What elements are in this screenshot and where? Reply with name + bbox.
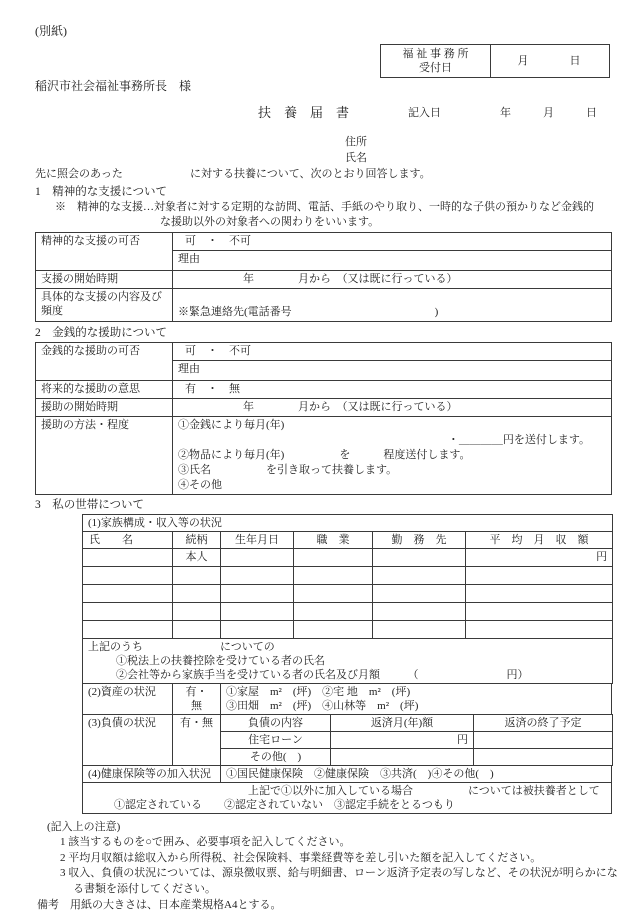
debts-col-end: 返済の終了予定 — [474, 715, 613, 732]
above-note-cell — [83, 639, 613, 684]
emergency-contact: ※緊急連絡先(電話番号 ) — [178, 306, 439, 318]
support-start-value: 年 月から （又は既に行っている） — [173, 271, 612, 289]
footer-notes — [35, 820, 618, 913]
intro-left: 先に照会のあった — [35, 168, 123, 180]
section3-heading: 3 私の世帯について — [35, 499, 145, 511]
debt-amount-cell — [331, 749, 474, 766]
birthdate-cell — [221, 549, 294, 567]
assets-detail-cell — [221, 684, 612, 715]
mental-availability-label: 精神的な支援の可否 — [36, 233, 173, 271]
col-header-workplace: 勤 務 先 — [373, 532, 466, 549]
section1-heading: 1 精神的な支援について — [35, 186, 168, 198]
family-row — [83, 567, 613, 585]
support-detail-cell — [173, 289, 612, 322]
col-header-birthdate: 生年月日 — [221, 532, 294, 549]
debts-label: (3)負債の状況 — [83, 715, 173, 766]
insurance-note-cell — [83, 783, 612, 814]
financial-reason-cell: 理由 — [173, 361, 612, 381]
debt-end-cell — [474, 732, 613, 749]
assets-toggle-line1: 有・ — [185, 686, 208, 698]
support-start-label: 支援の開始時期 — [36, 271, 173, 289]
assets-table — [82, 683, 612, 715]
assets-toggle-line2: 無 — [191, 700, 202, 712]
address-label: 住所 — [345, 136, 367, 148]
assets-line2: ③田畑 m² (坪) ④山林等 m² (坪) — [226, 700, 419, 712]
family-table-title: (1)家族構成・収入等の状況 — [83, 515, 613, 532]
debts-table — [82, 714, 613, 766]
col-header-name: 氏 名 — [83, 532, 173, 549]
reception-label — [381, 45, 491, 77]
form-title: 扶 養 届 書 — [258, 105, 350, 120]
financial-availability-choice: 可 ・ 不可 — [173, 343, 612, 361]
mental-reason-cell: 理由 — [173, 251, 612, 271]
financial-aid-table — [35, 342, 612, 495]
family-row — [83, 585, 613, 603]
insurance-label: (4)健康保険等の加入状況 — [83, 766, 221, 783]
support-detail-label: 具体的な支援の内容及び頻度 — [36, 289, 173, 322]
reception-label-line2: 受付日 — [419, 62, 452, 74]
remark: 備考 用紙の大きさは、日本産業規格A4とする。 — [37, 899, 282, 911]
aid-method-line4: ③氏名 を引き取って扶養します。 — [178, 464, 398, 476]
mental-availability-choice: 可 ・ 不可 — [173, 233, 612, 251]
debt-name-cell: 住宅ローン — [221, 732, 331, 749]
name-cell — [83, 549, 173, 567]
family-table — [82, 514, 613, 684]
section1-note-line2: な援助以外の対象者への関わりをいいます。 — [160, 216, 380, 228]
entry-date-label: 記入日 — [408, 107, 441, 119]
income-cell: 円 — [466, 549, 613, 567]
above-note-line2: ①税法上の扶養控除を受けている者の氏名 — [116, 655, 325, 667]
debts-col-repayment: 返済月(年)額 — [331, 715, 474, 732]
above-note-line3: ②会社等から家族手当を受けている者の氏名及び月額 （ 円） — [116, 669, 529, 681]
aid-method-label: 援助の方法・程度 — [36, 417, 173, 495]
occupation-cell — [294, 549, 373, 567]
debts-toggle: 有・無 — [173, 715, 221, 766]
mental-support-table — [35, 232, 612, 322]
attachment-note: (別紙) — [35, 24, 67, 38]
insurance-table — [82, 765, 612, 814]
insurance-options: ①国民健康保険 ②健康保険 ③共済( )④その他( ) — [221, 766, 612, 783]
note-item-1: 1 該当するものを○で囲み、必要事項を記入してください。 — [60, 836, 351, 848]
family-row — [83, 621, 613, 639]
debt-name-cell: その他( ) — [221, 749, 331, 766]
above-note-line1: 上記のうち についての — [88, 641, 275, 653]
debt-end-cell — [474, 749, 613, 766]
reception-box — [380, 44, 610, 78]
reception-label-line1: 福 祉 事 務 所 — [402, 48, 469, 60]
debts-col-content: 負債の内容 — [221, 715, 331, 732]
financial-availability-label: 金銭的な援助の可否 — [36, 343, 173, 381]
col-header-relation: 続柄 — [173, 532, 221, 549]
relation-cell: 本人 — [173, 549, 221, 567]
col-header-monthly-income: 平 均 月 収 額 — [466, 532, 613, 549]
family-row — [83, 603, 613, 621]
aid-start-value: 年 月から （又は既に行っている） — [173, 399, 612, 417]
assets-toggle — [173, 684, 221, 715]
intro-right: に対する扶養について、次のとおり回答します。 — [190, 168, 431, 180]
entry-date-day: 日 — [586, 107, 597, 119]
entry-date-month: 月 — [543, 107, 554, 119]
assets-label: (2)資産の状況 — [83, 684, 173, 715]
aid-method-cell — [173, 417, 612, 495]
debt-amount-cell: 円 — [331, 732, 474, 749]
form-header — [35, 0, 612, 184]
insurance-note-line2: ①認定されている ②認定されていない ③認定手続をとるつもり — [114, 799, 455, 811]
aid-method-line5: ④その他 — [178, 479, 222, 491]
aid-start-label: 援助の開始時期 — [36, 399, 173, 417]
reception-date-cell: 月 日 — [517, 54, 583, 67]
section1-note-line1: ※ 精神的な支援…対象者に対する定期的な訪問、電話、手紙のやり取り、一時的な子供の預かりなど金銭的 — [55, 201, 594, 213]
intention-choice: 有 ・ 無 — [173, 381, 612, 399]
aid-method-line2: ・＿＿＿＿円を送付します。 — [447, 434, 590, 446]
workplace-cell — [373, 549, 466, 567]
name-label: 氏名 — [345, 152, 367, 164]
aid-method-line1: ①金銭により毎月(年) — [178, 419, 285, 431]
entry-date-year: 年 — [500, 107, 511, 119]
aid-method-line3: ②物品により毎月(年) を 程度送付します。 — [178, 449, 471, 461]
addressee: 稲沢市社会福祉事務所長 様 — [35, 79, 192, 93]
notes-title: (記入上の注意) — [47, 821, 121, 833]
col-header-occupation: 職 業 — [294, 532, 373, 549]
note-item-2: 2 平均月収額は総収入から所得税、社会保険料、事業経費等を差し引いた額を記入してください。 — [60, 851, 542, 864]
section2-heading: 2 金銭的な援助について — [35, 327, 168, 339]
family-row-self — [83, 549, 613, 567]
intention-label: 将来的な援助の意思 — [36, 381, 173, 399]
assets-line1: ①家屋 m² (坪) ②宅 地 m² (坪) — [226, 686, 411, 698]
insurance-note-line1: 上記で①以外に加入している場合 については被扶養者として — [248, 785, 600, 797]
note-item-3: 3 収入、負債の状況については、源泉徴収票、給与明細書、ローン返済予定表の写しなど、その状況が明らかになる書類を添付してください。 — [60, 867, 618, 895]
